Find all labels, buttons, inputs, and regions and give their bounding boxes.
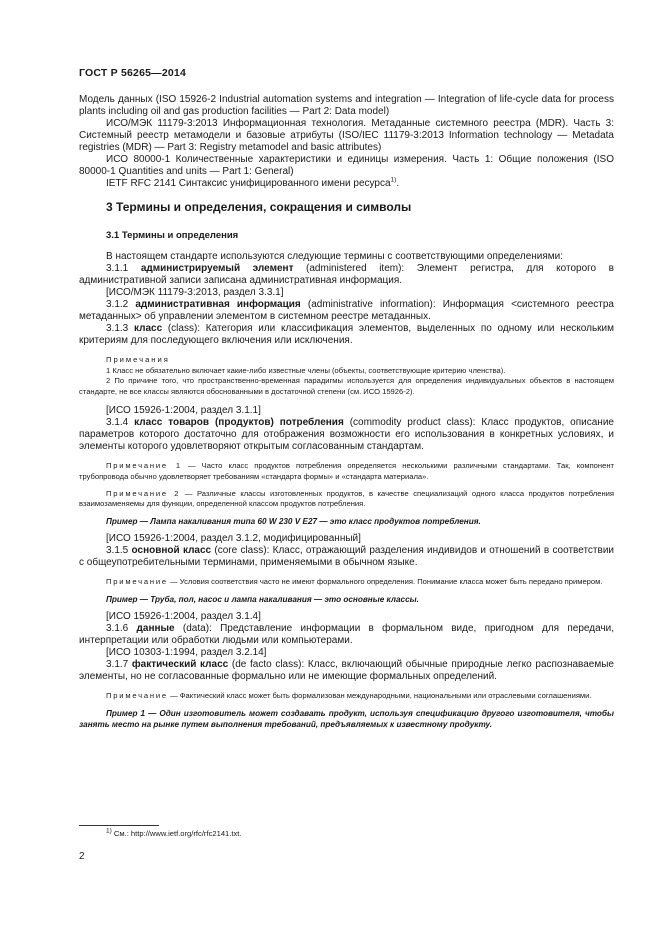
term-number: 3.1.1 <box>106 263 141 274</box>
footnote-rule <box>79 825 159 826</box>
term-3-1-5 <box>79 545 614 569</box>
example-3: Пример 1 — Один изготовитель может создавать продукт, используя спецификацию другого изготовителя, чтобы занять место на рынке путем выполнения требований, предъявляемых к известному продукту. <box>79 708 614 730</box>
section-3-1-heading: 3.1 Термины и определения <box>106 230 239 241</box>
term-name: администрируемый элемент <box>140 263 294 274</box>
term-source: [ИСО 10303-1:1994, раздел 3.2.14] <box>106 647 267 659</box>
term-name: класс <box>133 323 163 334</box>
term-name: данные <box>136 623 175 635</box>
footnote-text: См.: http://www.ietf.org/rfc/rfc2141.txt. <box>111 829 242 838</box>
reference-iso-iec-11179-3: ИСО/МЭК 11179-3:2013 Информационная технология. Метаданные системного реестра (MDR). Часть 3: Системный реестр метамодели и базовые атрибуты (ISO/IEC 11179-3:2013 Information technology — Metadata registries (MDR) — Part 3: Registry metamodel and basic attributes) <box>79 118 614 153</box>
page-number: 2 <box>79 851 85 862</box>
note-label: Примечание 2 <box>106 488 181 498</box>
term-number: 3.1.2 <box>106 299 136 310</box>
term-definition: (administrative information): Информация <системного реестра метаданных> об управлении элементом в системном реестре метаданных. <box>79 299 614 322</box>
term-definition: (de facto class): Класс, включающий обычные природные легко распознаваемые элементы, но не согласованные формально или не имеющие формальных определений. <box>79 659 614 683</box>
term-definition: (administered item): Элемент регистра, для которого в административной записи записана административная информация. <box>79 263 614 286</box>
note-3-1-5 <box>79 577 614 588</box>
note-3-1-4-1 <box>79 461 614 482</box>
term-3-1-6 <box>79 623 614 647</box>
term-name: административная информация <box>135 299 301 310</box>
note-text: — Фактический класс может быть формализован международными, национальными или отраслевыми соглашениями. <box>167 691 592 701</box>
note-3-1-4-2 <box>79 489 614 510</box>
term-source: [ИСО 15926-1:2004, раздел 3.1.2, модифицированный] <box>106 533 361 545</box>
reference-iso-80000-1: ИСО 80000-1 Количественные характеристики и единицы измерения. Часть 1: Общие положения (ISO 80000-1 Quantities and units — Part 1: General) <box>79 154 614 177</box>
section-3-heading: 3 Термины и определения, сокращения и символы <box>106 200 412 214</box>
term-definition: (class): Категория или классификация элементов, выделенных по одному или нескольким критериям для последующего включения или исключения. <box>79 323 614 346</box>
term-definition: (core class): Класс, отражающий разделения индивидов и отношений в соответствии с общеупотребительными терминами, применяемыми в обычном языке. <box>79 545 614 569</box>
reference-iso-15926-2: Модель данных (ISO 15926-2 Industrial automation systems and integration — Integration of life-cycle data for process plants including oil and gas production facilities — Part 2: Data model) <box>79 94 614 117</box>
example-1: Пример — Лампа накаливания типа 60 W 230 V E27 — это класс продуктов потребления. <box>106 516 481 526</box>
note-2: 2 По причине того, что пространственно-временная парадигмы используется для определения индивидуальных объектов в настоящем стандарте, не все классы являются обоснованными в достаточной степени (см. ИСО 15926-2). <box>79 376 614 396</box>
note-1: 1 Класс не обязательно включает какие-либо известные члены (объекты, соответствующие критерию членства). <box>106 365 506 375</box>
term-number: 3.1.6 <box>106 623 137 635</box>
term-3-1-3 <box>79 323 614 347</box>
footnote-mark: 1) <box>106 827 112 835</box>
term-definition: (commodity product class): Класс продуктов, описание параметров которого достаточно для отображения возможности его использования в конкретных условиях, и элементы которого удовлетворяют открытым согласованным стандартам. <box>79 417 614 453</box>
term-name: класс товаров (продуктов) потребления <box>134 417 344 429</box>
term-definition: (data): Представление информации в формальном виде, пригодном для передачи, интерпретации или обработки людьми или компьютерами. <box>79 623 614 647</box>
term-name: основной класс <box>131 545 212 557</box>
term-3-1-1 <box>79 263 614 287</box>
note-text: — Различные классы изготовленных продуктов, в качестве специализаций одного класса продуктов потребления взаимозаменяемы для функции, определенной классом продуктов потребления. <box>79 488 615 509</box>
footnote <box>106 829 242 838</box>
term-3-1-4 <box>79 417 614 453</box>
term-3-1-7 <box>79 659 614 683</box>
term-number: 3.1.7 <box>106 659 132 671</box>
note-3-1-7 <box>79 691 614 702</box>
term-name: фактический класс <box>131 659 229 671</box>
note-label: Примечание <box>106 577 168 587</box>
term-3-1-2 <box>79 299 614 323</box>
reference-rfc-end: . <box>396 178 400 189</box>
footnote-mark: 1) <box>390 176 397 184</box>
term-source: [ИСО 15926-1:2004, раздел 3.1.1] <box>106 405 261 417</box>
term-source: [ИСО 15926-1:2004, раздел 3.1.4] <box>106 611 261 623</box>
terms-intro: В настоящем стандарте используются следующие термины с соответствующими определениями: <box>106 251 564 262</box>
note-label: Примечание <box>106 691 168 701</box>
reference-rfc-2141 <box>79 178 614 190</box>
document-header: ГОСТ Р 56265—2014 <box>79 67 187 79</box>
page-content <box>79 94 614 731</box>
note-label: Примечание 1 <box>106 461 182 471</box>
notes-heading: Примечания <box>106 355 170 364</box>
term-number: 3.1.3 <box>106 323 134 334</box>
term-number: 3.1.4 <box>106 417 135 429</box>
term-source: [ИСО/МЭК 11179-3:2013, раздел 3.3.1] <box>106 287 284 298</box>
note-text: — Условия соответствия часто не имеют формального определения. Понимание класса может быть передано примером. <box>167 577 603 587</box>
reference-rfc-text: IETF RFC 2141 Синтаксис унифицированного имени ресурса <box>106 178 391 189</box>
term-number: 3.1.5 <box>106 545 132 557</box>
example-2: Пример — Труба, пол, насос и лампа накаливания — это основные классы. <box>106 594 419 604</box>
note-text: — Часто класс продуктов потребления определяется несколькими различными стандартами. Так, компонент трубопровода обычно удовлетворяет требованиям «стандарта формы» и «стандарта материала». <box>79 461 614 481</box>
